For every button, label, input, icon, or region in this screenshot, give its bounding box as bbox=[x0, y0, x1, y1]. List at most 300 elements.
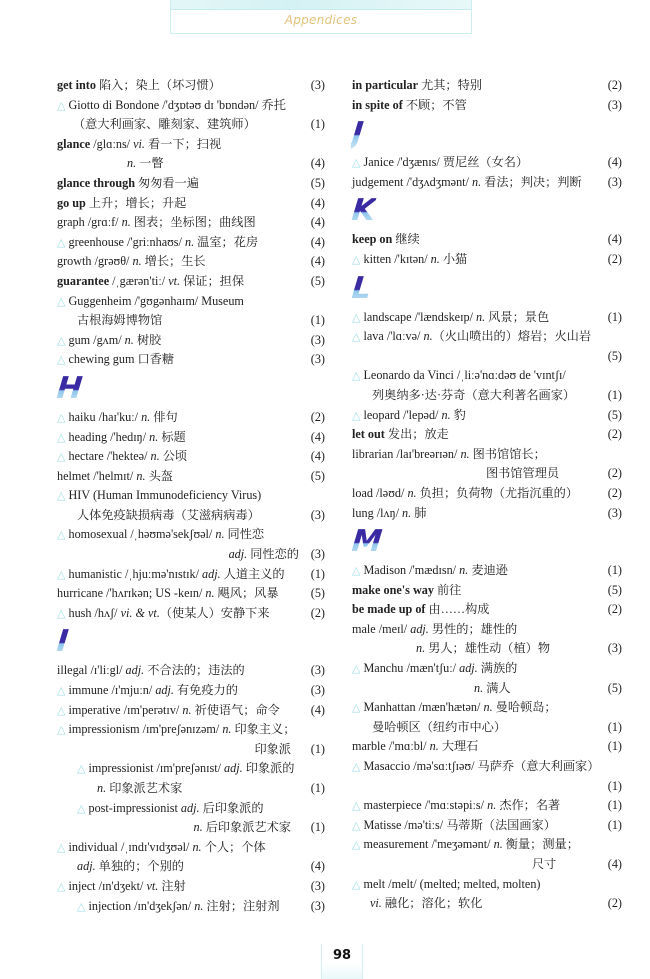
definition: 印象派 bbox=[254, 741, 291, 756]
definition: 小猫 bbox=[439, 251, 468, 266]
entry-continuation bbox=[352, 679, 622, 699]
letter-h-icon: H bbox=[55, 370, 85, 406]
headword: hectare /'hekteə/ bbox=[68, 449, 151, 464]
part-of-speech: n. bbox=[460, 446, 470, 461]
definition: 同性恋 bbox=[224, 527, 265, 542]
triangle-icon: △ bbox=[352, 369, 361, 383]
entry-continuation bbox=[57, 311, 325, 331]
unit-number: (5) bbox=[607, 582, 622, 597]
triangle-icon: △ bbox=[352, 310, 361, 324]
entry bbox=[352, 484, 622, 504]
headword: get into bbox=[57, 78, 96, 92]
triangle-icon: △ bbox=[352, 330, 361, 344]
definition: 图书馆管理员 bbox=[486, 466, 560, 481]
left-column bbox=[57, 76, 325, 916]
part-of-speech: n. bbox=[182, 702, 192, 717]
headword: individual /ˌɪndɪ'vɪdʒʊəl/ bbox=[68, 839, 193, 854]
part-of-speech: vt. bbox=[168, 273, 181, 288]
headword: kitten /'kɪtən/ bbox=[363, 251, 431, 266]
headword: judgement /'dʒʌdʒmənt/ bbox=[352, 174, 472, 189]
entry bbox=[352, 230, 622, 250]
triangle-icon: △ bbox=[57, 430, 66, 444]
entry bbox=[57, 194, 325, 214]
definition: 单独的；个别的 bbox=[95, 859, 184, 874]
sub-entry bbox=[57, 759, 325, 779]
headword: in particular bbox=[352, 78, 419, 92]
part-of-speech: n. bbox=[192, 839, 202, 854]
part-of-speech: n. bbox=[222, 722, 232, 737]
headword: hush /hʌʃ/ bbox=[68, 605, 121, 620]
definition: 祈使语气；命令 bbox=[191, 702, 280, 717]
unit-number: (1) bbox=[607, 778, 622, 793]
entry-text: 列奥纳多·达·芬奇（意大利著名画家） bbox=[372, 387, 576, 402]
entry bbox=[352, 816, 622, 836]
letter-heading-j bbox=[352, 115, 622, 153]
entry-text: chewing gum 口香糖 bbox=[68, 352, 175, 367]
triangle-icon: △ bbox=[57, 410, 66, 424]
part-of-speech: adj. bbox=[155, 683, 174, 698]
entry bbox=[57, 525, 325, 545]
letter-l-icon: L bbox=[350, 270, 374, 306]
entry-continuation bbox=[57, 154, 325, 174]
definition: 树胶 bbox=[133, 332, 162, 347]
definition: 融化；溶化；软化 bbox=[381, 896, 483, 911]
entry bbox=[352, 250, 622, 270]
unit-number: (4) bbox=[310, 254, 325, 269]
headword: illegal /ɪ'liːgl/ bbox=[57, 663, 126, 678]
entry-continuation bbox=[352, 718, 622, 738]
headword: lava /'lɑːvə/ bbox=[363, 329, 424, 344]
part-of-speech: n. bbox=[430, 251, 440, 266]
unit-number: (1) bbox=[607, 739, 622, 754]
triangle-icon: △ bbox=[57, 333, 66, 347]
unit-number: (1) bbox=[607, 387, 622, 402]
definition: 印象主义； bbox=[231, 722, 296, 737]
definition: 印象派的 bbox=[242, 761, 295, 776]
unit-number: (1) bbox=[607, 719, 622, 734]
unit-number: (3) bbox=[310, 878, 325, 893]
triangle-icon: △ bbox=[352, 877, 361, 891]
entry bbox=[352, 96, 622, 116]
headword: lung /lʌŋ/ bbox=[352, 505, 403, 520]
entry bbox=[57, 428, 325, 448]
triangle-icon: △ bbox=[57, 98, 66, 112]
letter-i-icon: I bbox=[55, 624, 71, 660]
definition: 风景；景色 bbox=[485, 309, 550, 324]
triangle-icon: △ bbox=[57, 723, 66, 737]
entry-continuation bbox=[352, 894, 622, 914]
unit-number: (2) bbox=[310, 409, 325, 424]
entry bbox=[57, 486, 325, 506]
definition: 曼哈顿岛； bbox=[492, 700, 557, 715]
definition: 尺寸 bbox=[532, 857, 557, 871]
letter-heading-m bbox=[352, 523, 622, 561]
headword: landscape /'lændskeɪp/ bbox=[363, 309, 477, 324]
headword: haiku /haɪ'kuː/ bbox=[68, 409, 142, 424]
unit-number: (2) bbox=[607, 427, 622, 442]
unit-number: (1) bbox=[310, 117, 325, 132]
unit-number: (1) bbox=[310, 820, 325, 835]
headword: make one's way bbox=[352, 582, 434, 597]
entry-text: （意大利画家、雕刻家、建筑师） bbox=[73, 117, 256, 132]
part-of-speech: n. bbox=[127, 156, 137, 171]
headword: Madison /'mædɪsn/ bbox=[363, 563, 460, 578]
entry bbox=[57, 701, 325, 721]
triangle-icon: △ bbox=[57, 684, 66, 698]
part-of-speech: n. bbox=[215, 527, 225, 542]
triangle-icon: △ bbox=[352, 156, 361, 170]
letter-heading-h bbox=[57, 370, 325, 408]
definition: 男性的；雄性的 bbox=[428, 621, 518, 636]
entry bbox=[352, 757, 622, 777]
entry-continuation bbox=[352, 347, 622, 367]
definition: 匆匆看一遍 bbox=[135, 175, 199, 190]
unit-number: (4) bbox=[310, 449, 325, 464]
definition: 后印象派艺术家 bbox=[202, 820, 291, 835]
part-of-speech: n. bbox=[193, 820, 203, 835]
definition: 后印象派的 bbox=[199, 800, 264, 815]
definition: 肺 bbox=[411, 505, 427, 520]
triangle-icon: △ bbox=[57, 606, 66, 620]
unit-number: (3) bbox=[310, 683, 325, 698]
entry bbox=[352, 445, 622, 465]
entry-text: Leonardo da Vinci /ˌliːə'nɑːdəʊ de 'vɪntʃɪ/ bbox=[363, 368, 566, 383]
entry bbox=[352, 561, 622, 581]
letter-heading-l bbox=[352, 270, 622, 308]
definition: 注射；注射剂 bbox=[203, 898, 280, 913]
entry bbox=[57, 661, 325, 681]
definition: 继续 bbox=[392, 232, 420, 247]
entry-continuation bbox=[57, 779, 325, 799]
definition: 看法；判决；判断 bbox=[481, 174, 582, 189]
triangle-icon: △ bbox=[77, 899, 86, 913]
entry bbox=[57, 252, 325, 272]
triangle-icon: △ bbox=[77, 762, 86, 776]
page-number: 98 bbox=[321, 944, 363, 979]
letter-heading-i bbox=[57, 623, 325, 661]
entry bbox=[57, 467, 325, 487]
definition: 俳句 bbox=[150, 409, 178, 424]
entry bbox=[57, 877, 325, 897]
headword: leopard /'lepəd/ bbox=[363, 407, 442, 422]
definition: 飓风；风暴 bbox=[214, 586, 279, 601]
unit-number: (1) bbox=[607, 798, 622, 813]
part-of-speech: n. bbox=[150, 449, 160, 464]
definition: 衡量；测量； bbox=[502, 837, 579, 852]
unit-number: (3) bbox=[607, 174, 622, 189]
unit-number: (4) bbox=[607, 857, 622, 871]
definition: 杰作；名著 bbox=[496, 798, 561, 813]
part-of-speech: n. bbox=[149, 429, 159, 444]
unit-number: (2) bbox=[607, 251, 622, 266]
entry-text: Giotto di Bondone /'dʒɒtəʊ dɪ 'bɒndən/ 乔托 bbox=[68, 97, 286, 112]
unit-number: (1) bbox=[607, 817, 622, 832]
headword: inject /ɪn'dʒekt/ bbox=[68, 878, 147, 893]
entry bbox=[352, 600, 622, 620]
part-of-speech: vt. bbox=[146, 878, 159, 893]
definition: 头盔 bbox=[145, 468, 173, 483]
entry bbox=[352, 796, 622, 816]
triangle-icon: △ bbox=[352, 838, 361, 852]
unit-number: (4) bbox=[310, 859, 325, 874]
headword: hurricane /'hʌrɪkən; US -keɪn/ bbox=[57, 586, 206, 601]
definition: 满人 bbox=[483, 680, 511, 695]
entry bbox=[57, 76, 325, 96]
entry-continuation bbox=[57, 545, 325, 565]
definition: 公顷 bbox=[159, 449, 188, 464]
definition: 个人；个体 bbox=[201, 839, 266, 854]
triangle-icon: △ bbox=[352, 564, 361, 578]
part-of-speech: n. bbox=[476, 309, 486, 324]
unit-number: (5) bbox=[607, 348, 622, 363]
part-of-speech: n. bbox=[124, 332, 134, 347]
triangle-icon: △ bbox=[57, 489, 66, 503]
unit-number: (3) bbox=[310, 547, 325, 562]
unit-number: (4) bbox=[607, 232, 622, 247]
entry-continuation bbox=[57, 818, 325, 838]
part-of-speech: n. bbox=[97, 781, 107, 795]
unit-number: (5) bbox=[607, 680, 622, 695]
definition: 男人；雄性动（植）物 bbox=[425, 641, 551, 656]
part-of-speech: n. bbox=[429, 739, 439, 754]
unit-number: (5) bbox=[310, 175, 325, 190]
entry-text: Janice /'dʒænɪs/ 贾尼丝（女名） bbox=[363, 155, 529, 170]
definition: 温室；花房 bbox=[194, 234, 259, 249]
part-of-speech: adj. bbox=[410, 621, 429, 636]
headword: guarantee bbox=[57, 273, 110, 288]
part-of-speech: adj. bbox=[224, 761, 243, 776]
definition: 大理石 bbox=[438, 739, 479, 754]
unit-number: (2) bbox=[607, 78, 622, 92]
definition: 一瞥 bbox=[136, 156, 164, 171]
definition: 麦迪逊 bbox=[468, 563, 508, 578]
unit-number: (4) bbox=[310, 234, 325, 249]
unit-number: (3) bbox=[607, 97, 622, 112]
headword: masterpiece /'mɑːstəpiːs/ bbox=[363, 798, 488, 813]
entry bbox=[57, 135, 325, 155]
entry-text: HIV (Human Immunodeficiency Virus) bbox=[68, 488, 262, 503]
headword: heading /'hedɪŋ/ bbox=[68, 429, 150, 444]
entry bbox=[352, 173, 622, 193]
headword: keep on bbox=[352, 232, 393, 247]
entry-text: melt /melt/ (melted; melted, molten) bbox=[363, 876, 541, 891]
headword: immune /ɪ'mjuːn/ bbox=[68, 683, 156, 698]
unit-number: (4) bbox=[310, 195, 325, 210]
unit-number: (5) bbox=[607, 407, 622, 422]
entry bbox=[352, 327, 622, 347]
entry bbox=[352, 737, 622, 757]
phonetic: /glɑːns/ bbox=[90, 136, 134, 151]
definition: 有免疫力的 bbox=[173, 683, 238, 698]
entry-text: Guggenheim /'gʊgənhaɪm/ Museum bbox=[68, 293, 244, 308]
triangle-icon: △ bbox=[77, 801, 86, 815]
part-of-speech: adj. bbox=[228, 547, 248, 562]
headword: homosexual /ˌhəʊmə'sekʃʊəl/ bbox=[68, 527, 216, 542]
section-title: Appendices bbox=[284, 13, 358, 27]
definition: 尤其；特别 bbox=[418, 78, 482, 92]
headword: measurement /'meʒəmənt/ bbox=[363, 837, 494, 852]
header-decorative-strip bbox=[171, 0, 471, 10]
part-of-speech: n. bbox=[471, 174, 482, 189]
entry bbox=[57, 838, 325, 858]
triangle-icon: △ bbox=[57, 235, 66, 249]
unit-number: (3) bbox=[310, 78, 325, 92]
part-of-speech: adj. bbox=[202, 566, 221, 581]
part-of-speech: n. bbox=[416, 641, 426, 656]
entry bbox=[352, 504, 622, 524]
headword: librarian /laɪ'breərɪən/ bbox=[352, 446, 461, 461]
entry bbox=[57, 331, 325, 351]
definition: 满族的 bbox=[477, 661, 518, 676]
definition: （火山喷出的）熔岩；火山岩 bbox=[432, 329, 592, 344]
unit-number: (4) bbox=[310, 429, 325, 444]
entry bbox=[57, 408, 325, 428]
letter-m-icon: M bbox=[350, 524, 384, 560]
part-of-speech: adj. bbox=[180, 800, 200, 815]
entry bbox=[57, 584, 325, 604]
entry bbox=[352, 153, 622, 173]
entry-continuation bbox=[57, 115, 325, 135]
definition: 保证；担保 bbox=[180, 273, 245, 288]
definition: 标题 bbox=[158, 429, 186, 444]
headword: greenhouse /'griːnhaʊs/ bbox=[68, 234, 185, 249]
entry bbox=[57, 213, 325, 233]
definition: 上升；增长；升起 bbox=[85, 195, 187, 210]
definition: 同性恋的 bbox=[247, 547, 299, 562]
headword: helmet /'helmɪt/ bbox=[57, 468, 137, 483]
headword: impressionist /ɪm'preʃənɪst/ bbox=[88, 761, 225, 776]
entry-continuation bbox=[352, 777, 622, 797]
entry bbox=[352, 406, 622, 426]
headword: graph /grɑːf/ bbox=[57, 215, 122, 230]
entry bbox=[352, 366, 622, 386]
entry-continuation bbox=[352, 386, 622, 406]
unit-number: (2) bbox=[607, 485, 622, 500]
unit-number: (1) bbox=[310, 313, 325, 328]
unit-number: (1) bbox=[607, 563, 622, 578]
entry bbox=[57, 174, 325, 194]
unit-number: (3) bbox=[607, 505, 622, 520]
unit-number: (4) bbox=[310, 156, 325, 171]
entry bbox=[57, 604, 325, 624]
definition: 不顾；不管 bbox=[402, 97, 467, 112]
headword: marble /'mɑːbl/ bbox=[352, 739, 430, 754]
unit-number: (5) bbox=[310, 273, 325, 288]
letter-k-icon: K bbox=[350, 193, 378, 229]
definition: 前往 bbox=[433, 582, 462, 597]
part-of-speech: n. bbox=[194, 898, 204, 913]
part-of-speech: vi. & vt. bbox=[120, 605, 160, 620]
headword: glance through bbox=[57, 175, 135, 190]
section-header bbox=[170, 0, 472, 34]
definition: 看一下；扫视 bbox=[144, 136, 222, 151]
unit-number: (1) bbox=[310, 781, 325, 795]
entry bbox=[57, 233, 325, 253]
right-column bbox=[352, 76, 622, 914]
part-of-speech: n. bbox=[121, 215, 131, 230]
entry bbox=[352, 581, 622, 601]
part-of-speech: n. bbox=[487, 798, 497, 813]
triangle-icon: △ bbox=[352, 701, 361, 715]
headword: humanistic /ˌhjuːmə'nɪstɪk/ bbox=[68, 566, 203, 581]
definition: 不合法的；违法的 bbox=[144, 663, 245, 678]
triangle-icon: △ bbox=[57, 294, 66, 308]
headword: in spite of bbox=[352, 97, 403, 112]
headword: male /meɪl/ bbox=[352, 621, 411, 636]
entry bbox=[352, 875, 622, 895]
entry-continuation bbox=[352, 855, 622, 875]
part-of-speech: adj. bbox=[125, 663, 145, 678]
entry bbox=[352, 76, 622, 96]
unit-number: (3) bbox=[607, 641, 622, 656]
part-of-speech: n. bbox=[459, 563, 469, 578]
headword: imperative /ɪm'perətɪv/ bbox=[68, 702, 183, 717]
part-of-speech: n. bbox=[423, 329, 433, 344]
entry bbox=[57, 720, 325, 740]
definition: 豹 bbox=[450, 407, 466, 422]
unit-number: (3) bbox=[310, 898, 325, 913]
unit-number: (5) bbox=[310, 468, 325, 483]
unit-number: (3) bbox=[310, 332, 325, 347]
triangle-icon: △ bbox=[57, 353, 66, 367]
triangle-icon: △ bbox=[57, 879, 66, 893]
entry bbox=[57, 681, 325, 701]
definition: 人道主义的 bbox=[220, 566, 285, 581]
triangle-icon: △ bbox=[57, 703, 66, 717]
part-of-speech: n. bbox=[441, 407, 451, 422]
triangle-icon: △ bbox=[57, 840, 66, 854]
definition: 由……构成 bbox=[425, 602, 490, 617]
definition: （使某人）安静下来 bbox=[159, 605, 270, 620]
entry-text: 人体免疫缺损病毒（艾滋病病毒） bbox=[77, 507, 260, 522]
headword: go up bbox=[57, 195, 86, 210]
unit-number: (2) bbox=[607, 466, 622, 481]
sub-entry bbox=[57, 799, 325, 819]
triangle-icon: △ bbox=[352, 252, 361, 266]
entry bbox=[57, 447, 325, 467]
entry bbox=[352, 835, 622, 855]
headword: let out bbox=[352, 427, 385, 442]
unit-number: (1) bbox=[310, 566, 325, 581]
letter-heading-k bbox=[352, 192, 622, 230]
part-of-speech: n. bbox=[402, 505, 412, 520]
part-of-speech: n. bbox=[132, 254, 142, 269]
unit-number: (4) bbox=[310, 702, 325, 717]
triangle-icon: △ bbox=[352, 760, 361, 774]
entry-continuation bbox=[352, 464, 622, 484]
entry-continuation bbox=[57, 740, 325, 760]
headword: impressionism /ɪm'preʃənɪzəm/ bbox=[68, 722, 223, 737]
definition: 印象派艺术家 bbox=[106, 781, 183, 795]
letter-j-icon: J bbox=[350, 116, 366, 152]
part-of-speech: n. bbox=[474, 680, 484, 695]
headword: injection /ɪn'dʒekʃən/ bbox=[88, 898, 195, 913]
entry bbox=[352, 620, 622, 640]
entry bbox=[57, 565, 325, 585]
part-of-speech: adj. bbox=[459, 661, 478, 676]
entry-continuation bbox=[57, 857, 325, 877]
entry bbox=[352, 659, 622, 679]
part-of-speech: n. bbox=[205, 586, 215, 601]
headword: be made up of bbox=[352, 602, 426, 617]
part-of-speech: vi. bbox=[370, 896, 382, 911]
part-of-speech: n. bbox=[136, 468, 146, 483]
part-of-speech: n. bbox=[407, 485, 417, 500]
entry-continuation bbox=[352, 639, 622, 659]
entry-text: 古根海姆博物馆 bbox=[77, 313, 163, 328]
entry bbox=[352, 425, 622, 445]
definition: 陷入；染上（坏习惯） bbox=[95, 78, 221, 92]
